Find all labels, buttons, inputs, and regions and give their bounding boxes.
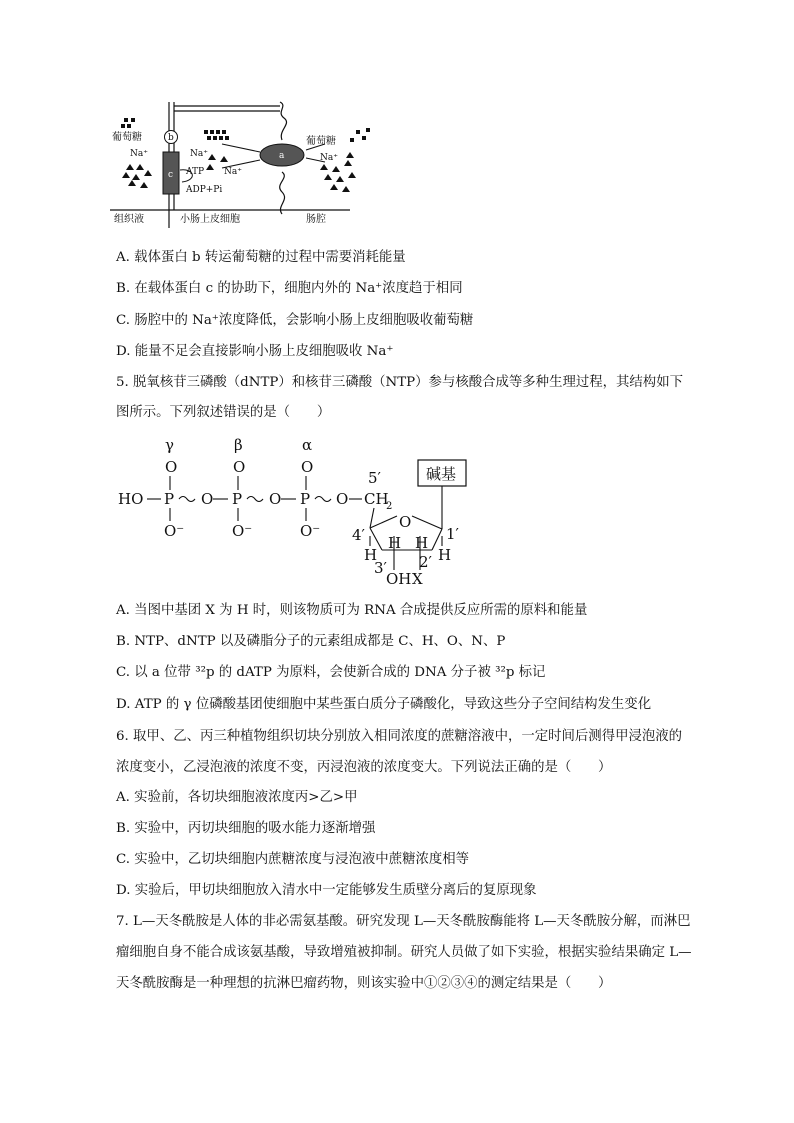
phosphorus-beta: P [232,490,243,508]
a-label: a [279,151,285,161]
ch2-subscript: 2 [386,501,393,512]
tissue-fluid-label: 组织液 [114,214,144,225]
q4-option-c: C. 肠腔中的 Na⁺浓度降低，会影响小肠上皮细胞吸收葡萄糖 [116,313,474,328]
q7-stem-line3: 天冬酰胺酶是一种理想的抗淋巴瘤药物，则该实验中①②③④的测定结果是（ ） [116,976,612,991]
base-label: 碱基 [426,465,457,483]
b-label: b [168,133,174,143]
atp-label: ATP [186,167,205,177]
h-c1: H [438,546,452,564]
ntp-structure-diagram [112,436,482,588]
q6-stem-line1: 6. 取甲、乙、丙三种植物组织切块分别放入相同浓度的蔗糖溶液中，一定时间后测得甲浸泡液的 [116,729,683,744]
glucose-right-label: 葡萄糖 [306,136,336,147]
q5-option-c: C. 以 a 位带 ³²p 的 dATP 为原料，会使新合成的 DNA 分子被 ³²p 标记 [116,665,546,680]
q5-option-b: B. NTP、dNTP 以及磷脂分子的元素组成都是 C、H、O、N、P [116,634,506,649]
lumen-label: 肠腔 [306,214,326,225]
bridge-oxygen-3: O [336,490,349,508]
gamma-label: γ [165,436,174,454]
carbon-4-label: 4′ [352,526,365,544]
epithelial-cell-label: 小肠上皮细胞 [180,214,240,225]
na-inner2-label: Na⁺ [224,167,242,177]
h-c3: H [388,534,402,552]
carbon-5-label: 5′ [368,469,381,487]
phosphorus-alpha: P [300,490,311,508]
q6-stem-line2: 浓度变小，乙浸泡液的浓度不变，丙浸泡液的浓度变大。下列说法正确的是（ ） [116,760,612,775]
transport-diagram [110,100,390,230]
q6-option-a: A. 实验前，各切块细胞液浓度丙>乙>甲 [116,790,358,805]
q7-stem-line1: 7. L—天冬酰胺是人体的非必需氨基酸。研究发现 L—天冬酰胺酶能将 L—天冬酰胺分解，而淋巴 [116,914,691,929]
carbon-3-label: 3′ [374,559,387,577]
q4-option-a: A. 载体蛋白 b 转运葡萄糖的过程中需要消耗能量 [116,250,406,265]
q6-option-c: C. 实验中，乙切块细胞内蔗糖浓度与浸泡液中蔗糖浓度相等 [116,852,470,867]
o-minus-gamma: O⁻ [164,522,185,540]
adp-label: ADP+Pi [186,185,223,195]
q5-stem-line2: 图所示。下列叙述错误的是（ ） [116,405,331,420]
na-right-label: Na⁺ [320,153,338,163]
bridge-oxygen-1: O [201,490,214,508]
carbon-2-label: 2′ [419,553,432,571]
oxygen-alpha: O [301,458,314,476]
q4-option-b: B. 在载体蛋白 c 的协助下，细胞内外的 Na⁺浓度趋于相同 [116,281,463,296]
ch2-group: CH [364,490,389,508]
hydroxyl-ho: HO [118,490,144,508]
hydroxyl-oh: OH [386,570,412,588]
glucose-left-label: 葡萄糖 [112,132,142,143]
q5-option-d: D. ATP 的 γ 位磷酸基团使细胞中某些蛋白质分子磷酸化，导致这些分子空间结构发生变化 [116,697,652,712]
phosphorus-gamma: P [164,490,175,508]
q5-stem-line1: 5. 脱氧核苷三磷酸（dNTP）和核苷三磷酸（NTP）参与核酸合成等多种生理过程，其结构如下 [116,375,683,390]
ring-oxygen: O [399,513,412,531]
q5-option-a: A. 当图中基团 X 为 H 时，则该物质可为 RNA 合成提供反应所需的原料和能量 [116,603,588,618]
h-c4: H [364,546,378,564]
oxygen-gamma: O [165,458,178,476]
h-c2: H [415,534,429,552]
group-x: X [412,570,423,588]
q6-option-d: D. 实验后，甲切块细胞放入清水中一定能够发生质壁分离后的复原现象 [116,883,537,898]
na-left-label: Na⁺ [130,149,148,159]
o-minus-alpha: O⁻ [300,522,321,540]
beta-label: β [234,436,243,454]
q4-option-d: D. 能量不足会直接影响小肠上皮细胞吸收 Na⁺ [116,344,394,359]
o-minus-beta: O⁻ [232,522,253,540]
alpha-label: α [302,436,313,454]
q7-stem-line2: 瘤细胞自身不能合成该氨基酸，导致增殖被抑制。研究人员做了如下实验，根据实验结果确定 L— [116,945,692,960]
na-inner1-label: Na⁺ [190,149,208,159]
c-label: c [168,170,174,180]
carbon-1-label: 1′ [446,525,459,543]
q6-option-b: B. 实验中，丙切块细胞的吸水能力逐渐增强 [116,821,376,836]
bridge-oxygen-2: O [269,490,282,508]
oxygen-beta: O [233,458,246,476]
